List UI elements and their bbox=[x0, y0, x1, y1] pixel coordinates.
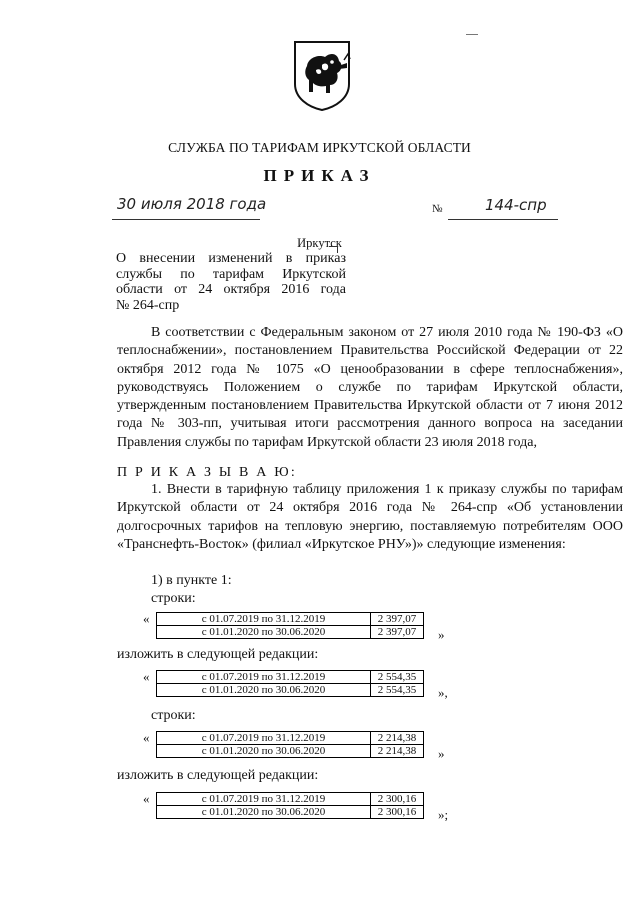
value-cell: 2 397,07 bbox=[371, 613, 424, 626]
period-cell: с 01.01.2020 по 30.06.2020 bbox=[157, 684, 371, 697]
rows-label: строки: bbox=[151, 591, 196, 606]
open-quote: « bbox=[143, 669, 150, 684]
open-quote: « bbox=[143, 730, 150, 745]
handwritten-date: 30 июля 2018 года bbox=[117, 195, 267, 213]
table-row bbox=[157, 745, 424, 758]
period-cell: с 01.01.2020 по 30.06.2020 bbox=[157, 745, 371, 758]
table-row bbox=[157, 626, 424, 639]
replace-label: изложить в следующей редакции: bbox=[117, 647, 319, 662]
period-cell: с 01.07.2019 по 31.12.2019 bbox=[157, 671, 371, 684]
period-cell: с 01.01.2020 по 30.06.2020 bbox=[157, 626, 371, 639]
number-underline bbox=[448, 219, 558, 220]
document-type: ПРИКАЗ bbox=[263, 166, 376, 185]
subject-line: О внесении изменений в приказ bbox=[116, 251, 346, 266]
period-cell: с 01.07.2019 по 31.12.2019 bbox=[157, 613, 371, 626]
tariff-table-4 bbox=[156, 792, 424, 819]
coat-of-arms-emblem bbox=[292, 40, 352, 112]
city-name: Иркутск bbox=[297, 236, 342, 250]
rows-label: строки: bbox=[151, 708, 196, 723]
table-row bbox=[157, 732, 424, 745]
period-cell: с 01.07.2019 по 31.12.2019 bbox=[157, 793, 371, 806]
table-row bbox=[157, 613, 424, 626]
tariff-table-1 bbox=[156, 612, 424, 639]
value-cell: 2 300,16 bbox=[371, 806, 424, 819]
subject-line: области от 24 октября 2016 года bbox=[116, 282, 346, 297]
value-cell: 2 214,38 bbox=[371, 745, 424, 758]
value-cell: 2 554,35 bbox=[371, 684, 424, 697]
preamble-paragraph: В соответствии с Федеральным законом от 27 июля 2010 года № 190-ФЗ «О теплоснабжении», постановлением Правительства Российской Федерации от 22 октября 2012 года № 1075 «О ценообразовании в сфере теплоснабжения», руководствуясь Положением о службе по тарифам Иркутской области, утвержденным постановлением Правительства Иркутской области от 7 июня 2012 года № 303-пп, учитывая итоги рассмотрения данного вопроса на заседании Правления службы по тарифам Иркутской области 23 июля 2018 года, bbox=[117, 325, 623, 450]
subject-line: службы по тарифам Иркутской bbox=[116, 266, 346, 282]
tariff-table-3 bbox=[156, 731, 424, 758]
tariff-table-2 bbox=[156, 670, 424, 697]
value-cell: 2 397,07 bbox=[371, 626, 424, 639]
handwritten-number: 144-спр bbox=[485, 196, 547, 214]
table-row bbox=[157, 684, 424, 697]
close-quote: » bbox=[438, 746, 445, 761]
table-row bbox=[157, 793, 424, 806]
order-word: П Р И К А З Ы В А Ю: bbox=[117, 465, 297, 480]
close-quote: »; bbox=[438, 807, 449, 822]
scan-mark bbox=[466, 34, 478, 35]
subject-block bbox=[116, 251, 346, 313]
value-cell: 2 554,35 bbox=[371, 671, 424, 684]
value-cell: 2 300,16 bbox=[371, 793, 424, 806]
replace-label: изложить в следующей редакции: bbox=[117, 768, 319, 783]
close-quote: » bbox=[438, 627, 445, 642]
number-label: № bbox=[432, 203, 443, 215]
item-1-paragraph: 1. Внести в тарифную таблицу приложения 1 к приказу службы по тарифам Иркутской области от 24 октября 2016 года № 264-спр «Об установлении долгосрочных тарифов на тепловую энергию, поставляемую потребителям ООО «Транснефть-Восток» (филиал «Иркутское РНУ»)» следующие изменения: bbox=[117, 482, 623, 552]
value-cell: 2 214,38 bbox=[371, 732, 424, 745]
subitem-label: 1) в пункте 1: bbox=[151, 573, 232, 588]
subject-line: № 264-спр bbox=[116, 297, 180, 313]
agency-name: СЛУЖБА ПО ТАРИФАМ ИРКУТСКОЙ ОБЛАСТИ bbox=[168, 140, 471, 155]
close-quote: », bbox=[438, 685, 448, 700]
period-cell: с 01.07.2019 по 31.12.2019 bbox=[157, 732, 371, 745]
open-quote: « bbox=[143, 611, 150, 626]
open-quote: « bbox=[143, 791, 150, 806]
table-row bbox=[157, 806, 424, 819]
period-cell: с 01.01.2020 по 30.06.2020 bbox=[157, 806, 371, 819]
table-row bbox=[157, 671, 424, 684]
date-underline bbox=[112, 219, 260, 220]
